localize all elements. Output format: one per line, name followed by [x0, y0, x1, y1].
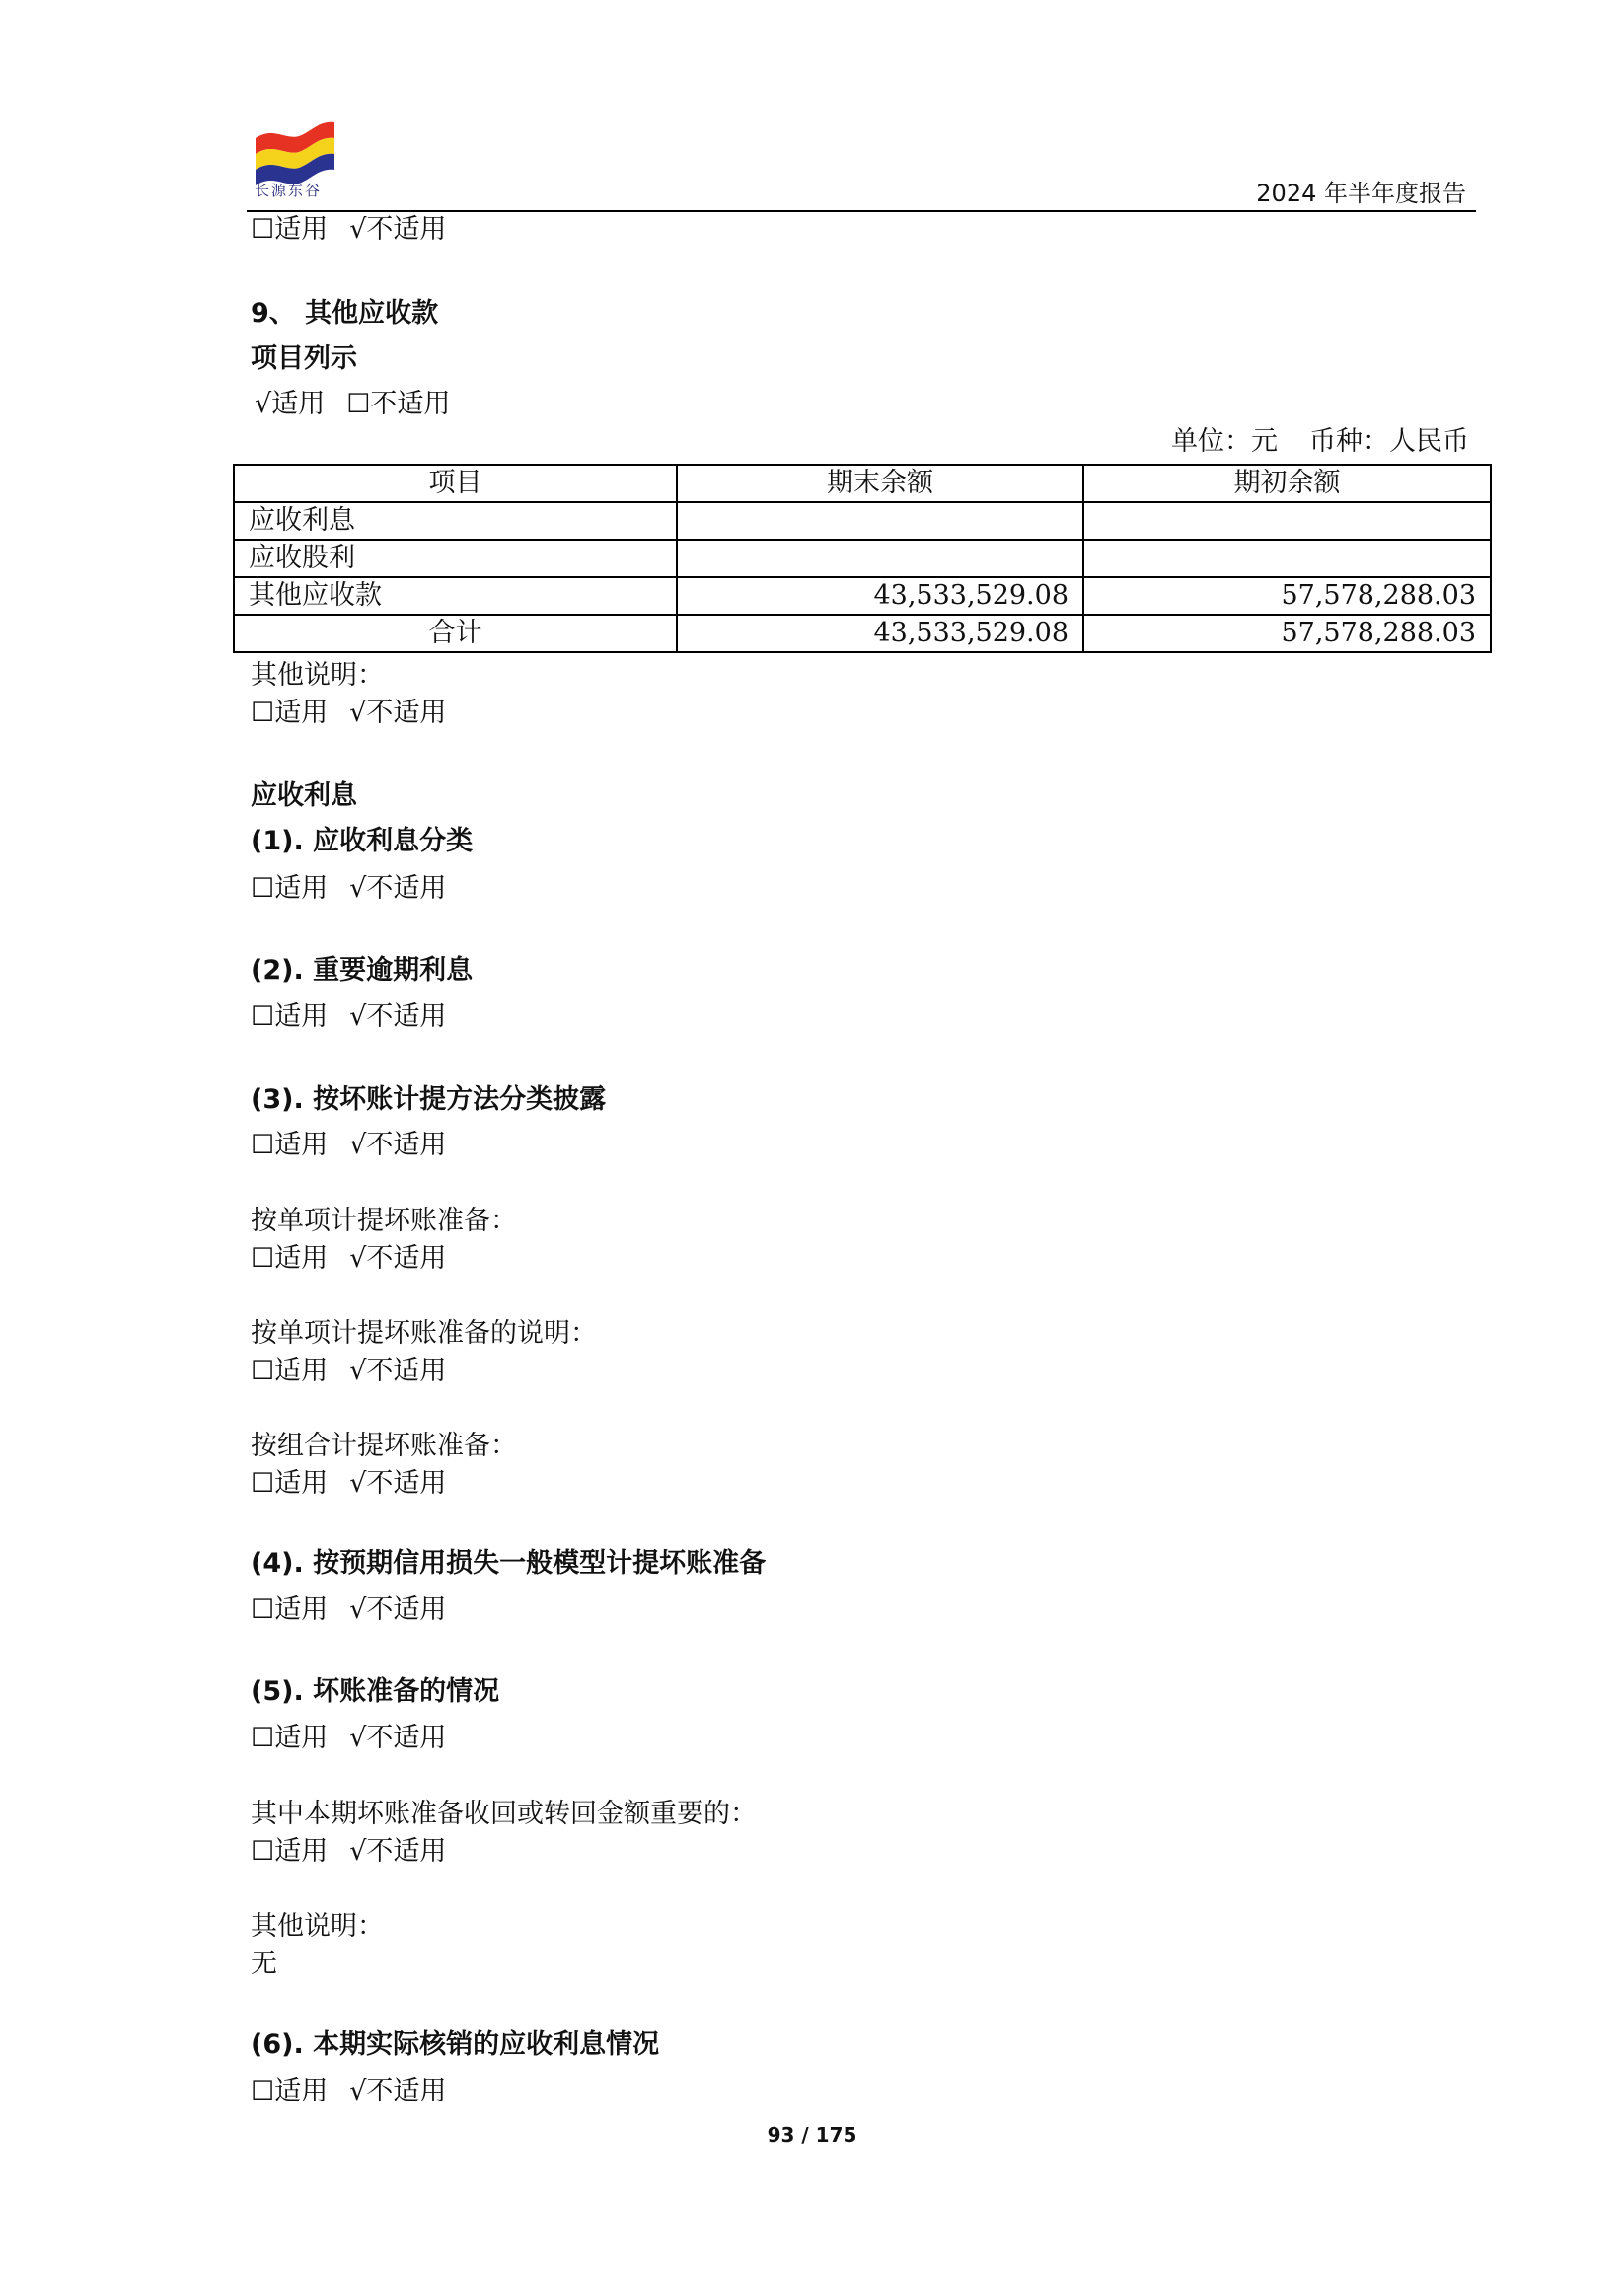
opening-balance: [1083, 540, 1491, 577]
applicability-line: [251, 872, 446, 906]
applicability-line: [251, 1722, 446, 1755]
other-receivables-table: [233, 464, 1492, 653]
row-label: 应收利息: [234, 502, 677, 540]
option-not-applicable: √不适用: [349, 1723, 447, 1753]
other-note-label: 其他说明：: [251, 660, 384, 691]
option-applicable: ☐适用: [251, 1001, 329, 1032]
option-applicable: ☐适用: [251, 1243, 329, 1274]
interest-title: 应收利息: [251, 780, 357, 811]
table-header-row: [234, 465, 1491, 502]
table-row: [234, 540, 1491, 577]
option-not-applicable: √不适用: [349, 873, 447, 904]
header-cell: 期末余额: [677, 465, 1083, 502]
option-not-applicable: √不适用: [349, 1468, 447, 1499]
table-row: [234, 502, 1491, 540]
option-not-applicable: √不适用: [349, 1594, 447, 1625]
option-not-applicable: √不适用: [349, 1836, 447, 1867]
single-item-note-label: 按单项计提坏账准备的说明：: [251, 1318, 597, 1349]
ending-balance: [677, 502, 1083, 540]
option-not-applicable: √不适用: [349, 1356, 447, 1386]
applicability-line: [251, 1835, 446, 1869]
applicability-line: [251, 1242, 446, 1276]
option-applicable: ☐适用: [251, 1356, 329, 1386]
option-not-applicable: √不适用: [349, 214, 447, 245]
opening-balance: [1083, 502, 1491, 540]
report-title: 2024 年半年度报告: [1256, 180, 1466, 207]
applicability-line: [251, 1593, 446, 1627]
opening-balance: 57,578,288.03: [1083, 577, 1491, 615]
applicability-line: [255, 388, 450, 421]
applicability-line: [251, 213, 446, 247]
ending-balance: 43,533,529.08: [677, 577, 1083, 615]
option-applicable: √适用: [255, 389, 326, 419]
single-item-label: 按单项计提坏账准备：: [251, 1206, 517, 1236]
header-cell: 项目: [234, 465, 677, 502]
currency-label: 币种：人民币: [1309, 426, 1469, 457]
opening-balance: 57,578,288.03: [1083, 615, 1491, 652]
option-not-applicable: √不适用: [349, 2076, 447, 2106]
applicability-line: [251, 1467, 446, 1501]
option-applicable: ☐适用: [251, 1468, 329, 1499]
logo-text: 长源东谷: [255, 182, 323, 199]
applicability-line: [251, 697, 446, 730]
option-applicable: ☐适用: [251, 2076, 329, 2106]
applicability-line: [251, 1129, 446, 1162]
option-not-applicable: √不适用: [349, 1001, 447, 1032]
option-not-applicable: √不适用: [349, 1243, 447, 1274]
option-applicable: ☐适用: [251, 1594, 329, 1625]
section-title: 9、 其他应收款: [251, 298, 439, 329]
option-applicable: ☐适用: [251, 698, 329, 728]
subsection-heading: (1). 应收利息分类: [251, 826, 474, 856]
option-not-applicable: √不适用: [349, 698, 447, 728]
header-cell: 期初余额: [1083, 465, 1491, 502]
row-label: 合计: [234, 615, 677, 652]
applicability-line: [251, 2075, 446, 2108]
group-item-label: 按组合计提坏账准备：: [251, 1431, 517, 1461]
option-not-applicable: √不适用: [349, 1130, 447, 1160]
option-applicable: ☐适用: [251, 1723, 329, 1753]
subsection-heading: (6). 本期实际核销的应收利息情况: [251, 2029, 660, 2060]
option-applicable: ☐适用: [251, 214, 329, 245]
unit-line: [1171, 425, 1469, 459]
page-number: 93 / 175: [767, 2123, 857, 2147]
row-label: 其他应收款: [234, 577, 677, 615]
subsection-heading: (5). 坏账准备的情况: [251, 1676, 500, 1707]
recovered-label: 其中本期坏账准备收回或转回金额重要的：: [251, 1799, 757, 1829]
option-applicable: ☐适用: [251, 873, 329, 904]
header-rule: [247, 210, 1476, 212]
section-subtitle: 项目列示: [251, 343, 357, 374]
table-row: [234, 577, 1491, 615]
ending-balance: [677, 540, 1083, 577]
other-note-label: 其他说明：: [251, 1911, 384, 1942]
option-applicable: ☐适用: [251, 1130, 329, 1160]
applicability-line: [251, 1355, 446, 1388]
subsection-heading: (4). 按预期信用损失一般模型计提坏账准备: [251, 1548, 767, 1579]
row-label: 应收股利: [234, 540, 677, 577]
option-applicable: ☐适用: [251, 1836, 329, 1867]
none-text: 无: [251, 1949, 277, 1979]
ending-balance: 43,533,529.08: [677, 615, 1083, 652]
applicability-line: [251, 1000, 446, 1034]
subsection-heading: (3). 按坏账计提方法分类披露: [251, 1084, 607, 1115]
table-total-row: [234, 615, 1491, 652]
option-not-applicable: ☐不适用: [346, 389, 451, 419]
unit-label: 单位：元: [1171, 426, 1278, 457]
subsection-heading: (2). 重要逾期利息: [251, 955, 474, 986]
